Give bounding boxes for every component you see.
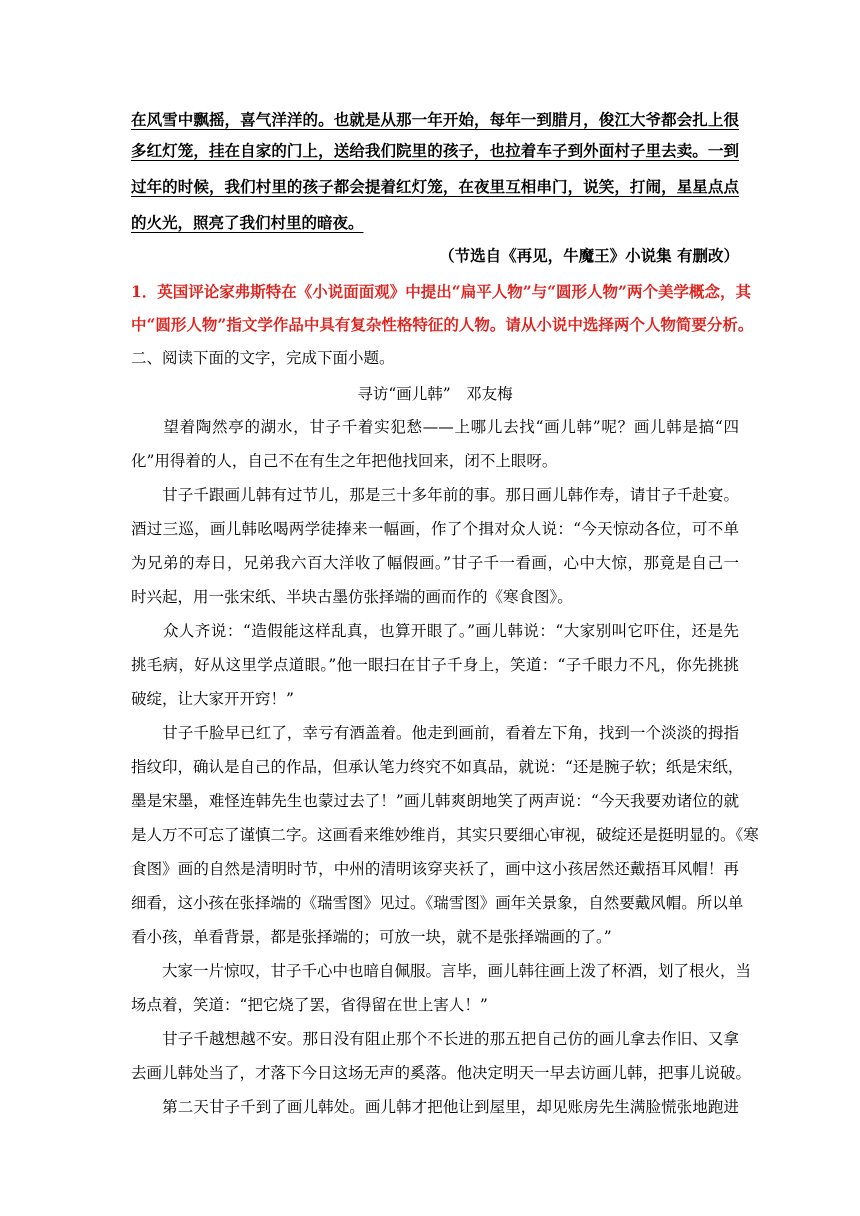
source-note: （节选自《再见，牛魔王》小说集 有删改） (439, 246, 739, 265)
story-line: 看小孩，单看背景，都是张择端的；可放一块，就不是张择端画的了。” (131, 928, 612, 946)
question-line: 1．英国评论家弗斯特在《小说面面观》中提出“扁平人物”与“圆形人物”两个美学概念，其 (131, 282, 751, 301)
story-line: 是人万不可忘了谨慎二字。这画看来维妙维肖，其实只要细心审视，破绽还是挺明显的。《寒 (131, 826, 759, 844)
story-line: 时兴起，用一张宋纸、半块古墨仿张择端的画而作的《寒食图》。 (131, 588, 573, 606)
story-line: 化”用得着的人，自己不在有生之年把他找回来，闭不上眼呀。 (131, 452, 558, 470)
story-line: 细看，这小孩在张择端的《瑞雪图》见过。《瑞雪图》画年关景象，自然要戴风帽。所以单 (131, 894, 744, 912)
story-line: 大家一片惊叹，甘子千心中也暗自佩服。言毕，画儿韩往画上泼了杯酒，划了根火，当 (131, 962, 752, 980)
story-line: 破绽，让大家开开窍！” (131, 690, 294, 708)
story-line: 第二天甘子千到了画儿韩处。画儿韩才把他让到屋里，却见账房先生满脸慌张地跑进 (131, 1098, 739, 1116)
excerpt-line: 过年的时候，我们村里的孩子都会提着红灯笼，在夜里互相串门，说笑，打闹，星星点点 (131, 177, 739, 196)
excerpt-line: 多红灯笼，挂在自家的门上，送给我们院里的孩子，也拉着车子到外面村子里去卖。一到 (131, 141, 739, 160)
story-line: 挑毛病，好从这里学点道眼。”他一眼扫在甘子千身上，笑道：“子千眼力不凡，你先挑挑 (131, 656, 739, 674)
story-line: 甘子千脸早已红了，幸亏有酒盖着。他走到画前，看着左下角，找到一个淡淡的拇指 (131, 724, 739, 742)
story-title: 寻访“画儿韩” 邓友梅 (357, 385, 513, 403)
excerpt-line: 在风雪中飘摇，喜气洋洋的。也就是从那一年开始，每年一到腊月，俊江大爷都会扎上很 (131, 110, 739, 129)
story-line: 墨是宋墨，难怪连韩先生也蒙过去了！”画儿韩爽朗地笑了两声说：“今天我要劝诸位的就 (131, 792, 739, 810)
story-line: 食图》画的自然是清明时节，中州的清明该穿夹袄了，画中这小孩居然还戴捂耳风帽！再 (131, 860, 739, 878)
story-line: 去画儿韩处当了，才落下今日这场无声的奚落。他决定明天一早去访画儿韩，把事儿说破。 (131, 1064, 752, 1082)
story-line: 望着陶然亭的湖水，甘子千着实犯愁——上哪儿去找“画儿韩”呢？画儿韩是搞“四 (131, 418, 739, 436)
excerpt-line: 的火光，照亮了我们村里的暗夜。 (131, 213, 364, 232)
story-line: 为兄弟的寿日，兄弟我六百大洋收了幅假画。”甘子千一看画，心中大惊，那竟是自己一 (131, 554, 739, 572)
story-line: 甘子千越想越不安。那日没有阻止那个不长进的那五把自己仿的画儿拿去作旧、又拿 (131, 1030, 739, 1048)
story-line: 众人齐说：“造假能这样乱真，也算开眼了。”画儿韩说：“大家别叫它吓住，还是先 (131, 622, 739, 640)
story-line: 场点着，笑道：“把它烧了罢，省得留在世上害人！” (131, 996, 488, 1014)
story-line: 酒过三巡，画儿韩吆喝两学徒捧来一幅画，作了个揖对众人说：“今天惊动各位，可不单 (131, 520, 739, 538)
story-line: 指纹印，确认是自己的作品，但承认笔力终究不如真品，就说：“还是腕子软；纸是宋纸， (131, 758, 744, 776)
section-heading: 二、阅读下面的文字，完成下面小题。 (131, 349, 395, 367)
story-line: 甘子千跟画儿韩有过节儿，那是三十多年前的事。那日画儿韩作寿，请甘子千赴宴。 (131, 486, 739, 504)
question-line: 中“圆形人物”指文学作品中具有复杂性格特征的人物。请从小说中选择两个人物简要分析。 (131, 315, 754, 334)
